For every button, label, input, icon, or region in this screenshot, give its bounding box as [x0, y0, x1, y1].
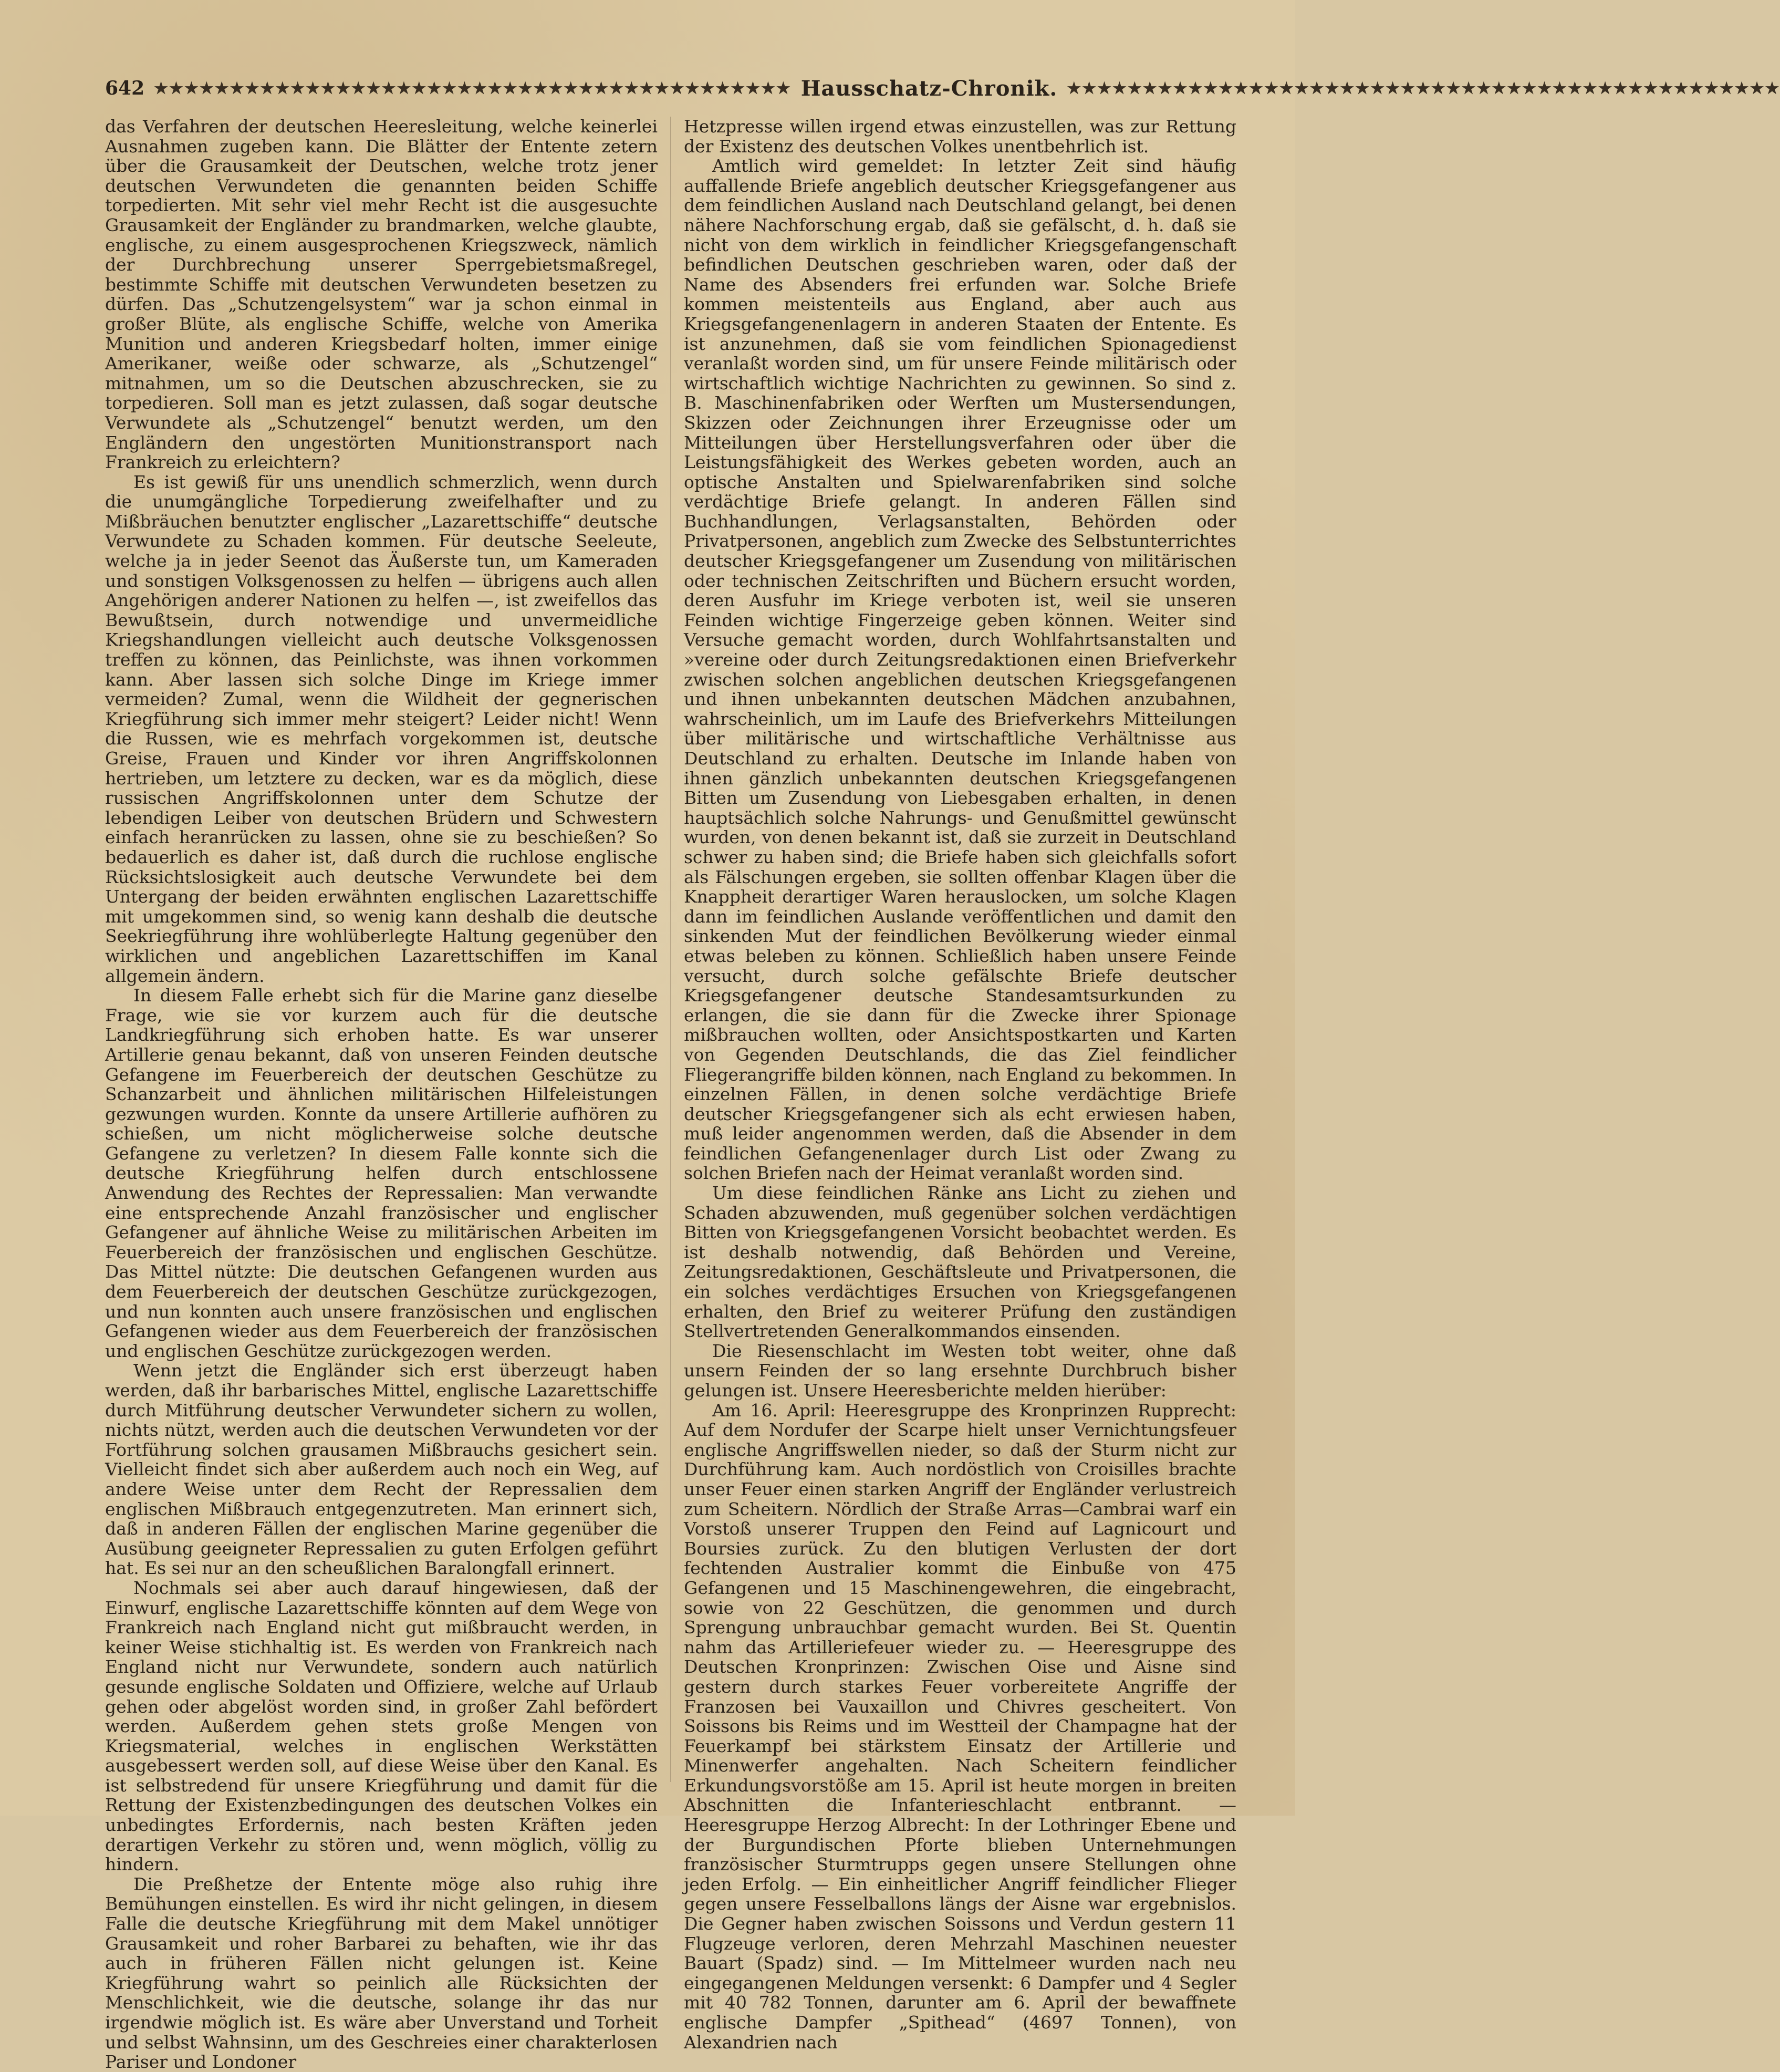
- paragraph: Am 16. April: Heeresgruppe des Kronprinzen Rupprecht: Auf dem Nordufer der Scarpe hielt unser Vernichtungsfeuer englische Angriffswellen nieder, so daß der Sturm nicht zur Durchführung kam. Auch nordöstlich von Croisilles brachte unser Feuer einen starken Angriff der Engländer verlustreich zum Scheitern. Nördlich der Straße Arras—Cambrai warf ein Vorstoß unserer Truppen den Feind auf Lagnicourt und Boursies zurück. Zu den blutigen Verlusten der dort fechtenden Australier kommt die Einbuße von 475 Gefangenen und 15 Maschinengewehren, die eingebracht, sowie von 22 Geschützen, die genommen und durch Sprengung unbrauchbar gemacht wurden. Bei St. Quentin nahm das Artilleriefeuer wieder zu. — Heeresgruppe des Deutschen Kronprinzen: Zwischen Oise und Aisne sind gestern durch starkes Feuer vorbereitete Angriffe der Franzosen bei Vauxaillon und Chivres gescheitert. Von Soissons bis Reims und im Westteil der Champagne hat der Feuerkampf bei stärkstem Einsatz der Artillerie und Minenwerfer angehalten. Nach Scheitern feindlicher Erkundungsvorstöße am 15. April ist heute morgen in breiten Abschnitten die Infanterieschlacht entbrannt. — Heeresgruppe Herzog Albrecht: In der Lothringer Ebene und der Burgundischen Pforte blieben Unternehmungen französischer Sturmtrupps gegen unsere Stellungen ohne jeden Erfolg. — Ein einheitlicher Angriff feindlicher Flieger gegen unsere Fesselballons längs der Aisne war ergebnislos. Die Gegner haben zwischen Soissons und Verdun gestern 11 Flugzeuge verloren, deren Mehrzahl Maschinen neuester Bauart (Spadz) sind. — Im Mittelmeer wurden nach neu eingegangenen Meldungen versenkt: 6 Dampfer und 4 Segler mit 40 782 Tonnen, darunter am 6. April der bewaffnete englische Dampfer „Spithead“ (4697 Tonnen), von Alexandrien nach: [684, 1400, 1236, 2053]
- page-title: Hausschatz-Chronik.: [800, 76, 1058, 101]
- paragraph: Amtlich wird gemeldet: In letzter Zeit sind häufig auffallende Briefe angeblich deutscher Kriegsgefangener aus dem feindlichen Ausland nach Deutschland gelangt, bei denen nähere Nachforschung ergab, daß sie gefälscht, d. h. daß sie nicht von dem wirklich in feindlicher Kriegsgefangenschaft befindlichen Deutschen geschrieben waren, oder daß der Name des Absenders frei erfunden war. Solche Briefe kommen meistenteils aus England, aber auch aus Kriegsgefangenenlagern in anderen Staaten der Entente. Es ist anzunehmen, daß sie vom feindlichen Spionagedienst veranlaßt worden sind, um für unsere Feinde militärisch oder wirtschaftlich wichtige Nachrichten zu gewinnen. So sind z. B. Maschinenfabriken oder Werften um Mustersendungen, Skizzen oder Zeichnungen ihrer Erzeugnisse oder um Mitteilungen über Herstellungsverfahren oder über die Leistungsfähigkeit des Werkes gebeten worden, auch an optische Anstalten und Spielwarenfabriken sind solche verdächtige Briefe gelangt. In anderen Fällen sind Buchhandlungen, Verlagsanstalten, Behörden oder Privatpersonen, angeblich zum Zwecke des Selbstunterrichtes deutscher Kriegsgefangener um Zusendung von militärischen oder technischen Zeitschriften und Büchern ersucht worden, deren Ausfuhr im Kriege verboten ist, weil sie unseren Feinden wichtige Fingerzeige geben können. Weiter sind Versuche gemacht worden, durch Wohlfahrtsanstalten und »vereine oder durch Zeitungsredaktionen einen Briefverkehr zwischen solchen angeblichen deutschen Kriegsgefangenen und ihnen unbekannten deutschen Mädchen anzubahnen, wahrscheinlich, um im Laufe des Briefverkehrs Mitteilungen über militärische und wirtschaftliche Verhältnisse aus Deutschland zu erhalten. Deutsche im Inlande haben von ihnen gänzlich unbekannten deutschen Kriegsgefangenen Bitten um Zusendung von Liebesgaben erhalten, in denen hauptsächlich solche Nahrungs- und Genußmittel gewünscht wurden, von denen bekannt ist, daß sie zurzeit in Deutschland schwer zu haben sind; die Briefe haben sich gleichfalls sofort als Fälschungen ergeben, sie sollten offenbar Klagen über die Knappheit derartiger Waren herauslocken, um solche Klagen dann im feindlichen Auslande veröffentlichen und damit den sinkenden Mut der feindlichen Bevölkerung wieder einmal etwas beleben zu können. Schließlich haben unsere Feinde versucht, durch solche gefälschte Briefe deutscher Kriegsgefangener deutsche Standesamtsurkunden zu erlangen, die sie dann für die Zwecke ihrer Spionage mißbrauchen wollten, oder Ansichtspostkarten und Karten von Gegenden Deutschlands, die das Ziel feindlicher Fliegerangriffe bilden können, nach England zu bekommen. In einzelnen Fällen, in denen solche verdächtige Briefe deutscher Kriegsgefangener sich als echt erwiesen haben, muß leider angenommen werden, daß die Absender in dem feindlichen Gefangenenlager durch List oder Zwang zu solchen Briefen nach der Heimat veranlaßt worden sind.: [684, 156, 1236, 1184]
- paragraph: Die Riesenschlacht im Westen tobt weiter, ohne daß unsern Feinden der so lang ersehnte Durchbruch bisher gelungen ist. Unsere Heeresberichte melden hierüber:: [684, 1340, 1236, 1401]
- column-divider: [670, 117, 671, 1782]
- paragraph: das Verfahren der deutschen Heeresleitung, welche keinerlei Ausnahmen zugeben kann. Die Blätter der Entente zetern über die Grausamkeit der Deutschen, welche trotz jener deutschen Verwundeten die genannten beiden Schiffe torpedierten. Mit sehr viel mehr Recht ist die ausgesuchte Grausamkeit der Engländer zu brandmarken, welche glaubte, englische, zu einem ausgesprochenen Kriegszweck, nämlich der Durchbrechung unserer Sperrgebietsmaßregel, bestimmte Schiffe mit deutschen Verwundeten besetzen zu dürfen. Das „Schutzengelsystem“ war ja schon einmal in großer Blüte, als englische Schiffe, welche von Amerika Munition und anderen Kriegsbedarf holten, immer einige Amerikaner, weiße oder schwarze, als „Schutzengel“ mitnahmen, um so die Deutschen abzuschrecken, sie zu torpedieren. Soll man es jetzt zulassen, daß sogar deutsche Verwundete als „Schutzengel“ benutzt werden, um den Engländern den ungestörten Munitionstransport nach Frankreich zu erleichtern?: [105, 116, 658, 473]
- paragraph: Nochmals sei aber auch darauf hingewiesen, daß der Einwurf, englische Lazarettschiffe könnten auf dem Wege von Frankreich nach England nicht gut mißbraucht werden, in keiner Weise stichhaltig ist. Es werden von Frankreich nach England nicht nur Verwundete, sondern auch natürlich gesunde englische Soldaten und Offiziere, welche auf Urlaub gehen oder abgelöst worden sind, in großer Zahl befördert werden. Außerdem gehen stets große Mengen von Kriegsmaterial, welches in englischen Werkstätten ausgebessert werden soll, auf diese Weise über den Kanal. Es ist selbstredend für unsere Kriegführung und damit für die Rettung der Existenzbedingungen des deutschen Volkes ein unbedingtes Erfordernis, nach besten Kräften jeden derartigen Verkehr zu stören und, wenn möglich, völlig zu hindern.: [105, 1577, 658, 1875]
- paragraph: Wenn jetzt die Engländer sich erst überzeugt haben werden, daß ihr barbarisches Mittel, englische Lazarettschiffe durch Mitführung deutscher Verwundeter sichern zu wollen, nichts nützt, werden auch die deutschen Verwundeten vor der Fortführung solchen grausamen Mißbrauchs gesichert sein. Vielleicht findet sich aber außerdem auch noch ein Weg, auf andere Weise unter dem Recht der Repressalien dem englischen Mißbrauch entgegenzutreten. Man erinnert sich, daß in anderen Fällen der englischen Marine gegenüber die Ausübung geeigneter Repressalien zu guten Erfolgen geführt hat. Es sei nur an den scheußlichen Baralongfall erinnert.: [105, 1360, 658, 1579]
- left-column: [105, 116, 658, 2072]
- paragraph: In diesem Falle erhebt sich für die Marine ganz dieselbe Frage, wie sie vor kurzem auch für die deutsche Landkriegführung sich erhoben hatte. Es war unserer Artillerie genau bekannt, daß von unseren Feinden deutsche Gefangene im Feuerbereich der deutschen Geschütze zu Schanzarbeit und ähnlichen militärischen Hilfeleistungen gezwungen wurden. Konnte da unsere Artillerie aufhören zu schießen, um nicht möglicherweise solche deutsche Gefangene zu verletzen? In diesem Falle konnte sich die deutsche Kriegführung helfen durch entschlossene Anwendung des Rechtes der Repressalien: Man verwandte eine entsprechende Anzahl französischer und englischer Gefangener auf ähnliche Weise zu militärischen Arbeiten im Feuerbereich der französischen und englischen Geschütze. Das Mittel nützte: Die deutschen Gefangenen wurden aus dem Feuerbereich der deutschen Geschütze zurückgezogen, und nun konnten auch unsere französischen und englischen Gefangenen wieder aus dem Feuerbereich der französischen und englischen Geschütze zurückgezogen werden.: [105, 985, 658, 1361]
- header-stars-left: ★★★★★★★★★★★★★★★★★★★★★★★★★★★★★★★★★★★★★★★★★★: [154, 79, 792, 98]
- right-column: [684, 116, 1236, 2053]
- paragraph: Die Preßhetze der Entente möge also ruhig ihre Bemühungen einstellen. Es wird ihr nicht gelingen, in diesem Falle die deutsche Kriegführung mit dem Makel unnötiger Grausamkeit und roher Barbarei zu behaften, wie ihr das auch in früheren Fällen nicht gelungen ist. Keine Kriegführung wahrt so peinlich alle Rücksichten der Menschlichkeit, wie die deutsche, solange ihr das nur irgendwie möglich ist. Es wäre aber Unverstand und Torheit und selbst Wahnsinn, um des Geschreies einer charakterlosen Pariser und Londoner: [105, 1873, 658, 2072]
- paragraph: Hetzpresse willen irgend etwas einzustellen, was zur Rettung der Existenz des deutschen Volkes unentbehrlich ist.: [684, 116, 1236, 157]
- paragraph: Um diese feindlichen Ränke ans Licht zu ziehen und Schaden abzuwenden, muß gegenüber solchen verdächtigen Bitten von Kriegsgefangenen Vorsicht beobachtet werden. Es ist deshalb notwendig, daß Behörden und Vereine, Zeitungsredaktionen, Geschäftsleute und Privatpersonen, die ein solches verdächtiges Ersuchen von Kriegsgefangenen erhalten, den Brief zu weiterer Prüfung den zuständigen Stellvertretenden Generalkommandos einsenden.: [684, 1183, 1236, 1342]
- paragraph: Es ist gewiß für uns unendlich schmerzlich, wenn durch die unumgängliche Torpedierung zweifelhafter und zu Mißbräuchen benutzter englischer „Lazarettschiffe“ deutsche Verwundete zu Schaden kommen. Für deutsche Seeleute, welche ja in jeder Seenot das Äußerste tun, um Kameraden und sonstigen Volksgenossen zu helfen — übrigens auch allen Angehörigen anderer Nationen zu helfen —, ist zweifellos das Bewußtsein, durch notwendige und unvermeidliche Kriegshandlungen vielleicht auch deutsche Volksgenossen treffen zu können, das Peinlichste, was ihnen vorkommen kann. Aber lassen sich solche Dinge im Kriege immer vermeiden? Zumal, wenn die Wildheit der gegnerischen Kriegführung sich immer mehr steigert? Leider nicht! Wenn die Russen, wie es mehrfach vorgekommen ist, deutsche Greise, Frauen und Kinder vor ihren Angriffskolonnen hertrieben, um letztere zu decken, war es da möglich, diese russischen Angriffskolonnen unter dem Schutze der lebendigen Leiber von deutschen Brüdern und Schwestern einfach heranrücken zu lassen, ohne sie zu beschießen? So bedauerlich es daher ist, daß durch die ruchlose englische Rücksichtslosigkeit auch deutsche Verwundete bei dem Untergang der beiden erwähnten englischen Lazarettschiffe mit umgekommen sind, so wenig kann deshalb die deutsche Seekriegführung ihre wohlüberlegte Haltung gegenüber den wirklichen und angeblichen Lazarettschiffen im Kanal allgemein ändern.: [105, 471, 658, 986]
- header-stars-right: ★★★★★★★★★★★★★★★★★★★★★★★★★★★★★★★★★★★★★★★★★★★★★★★: [1067, 79, 1780, 98]
- page-number: 642: [105, 77, 145, 99]
- page-header: [105, 72, 1780, 104]
